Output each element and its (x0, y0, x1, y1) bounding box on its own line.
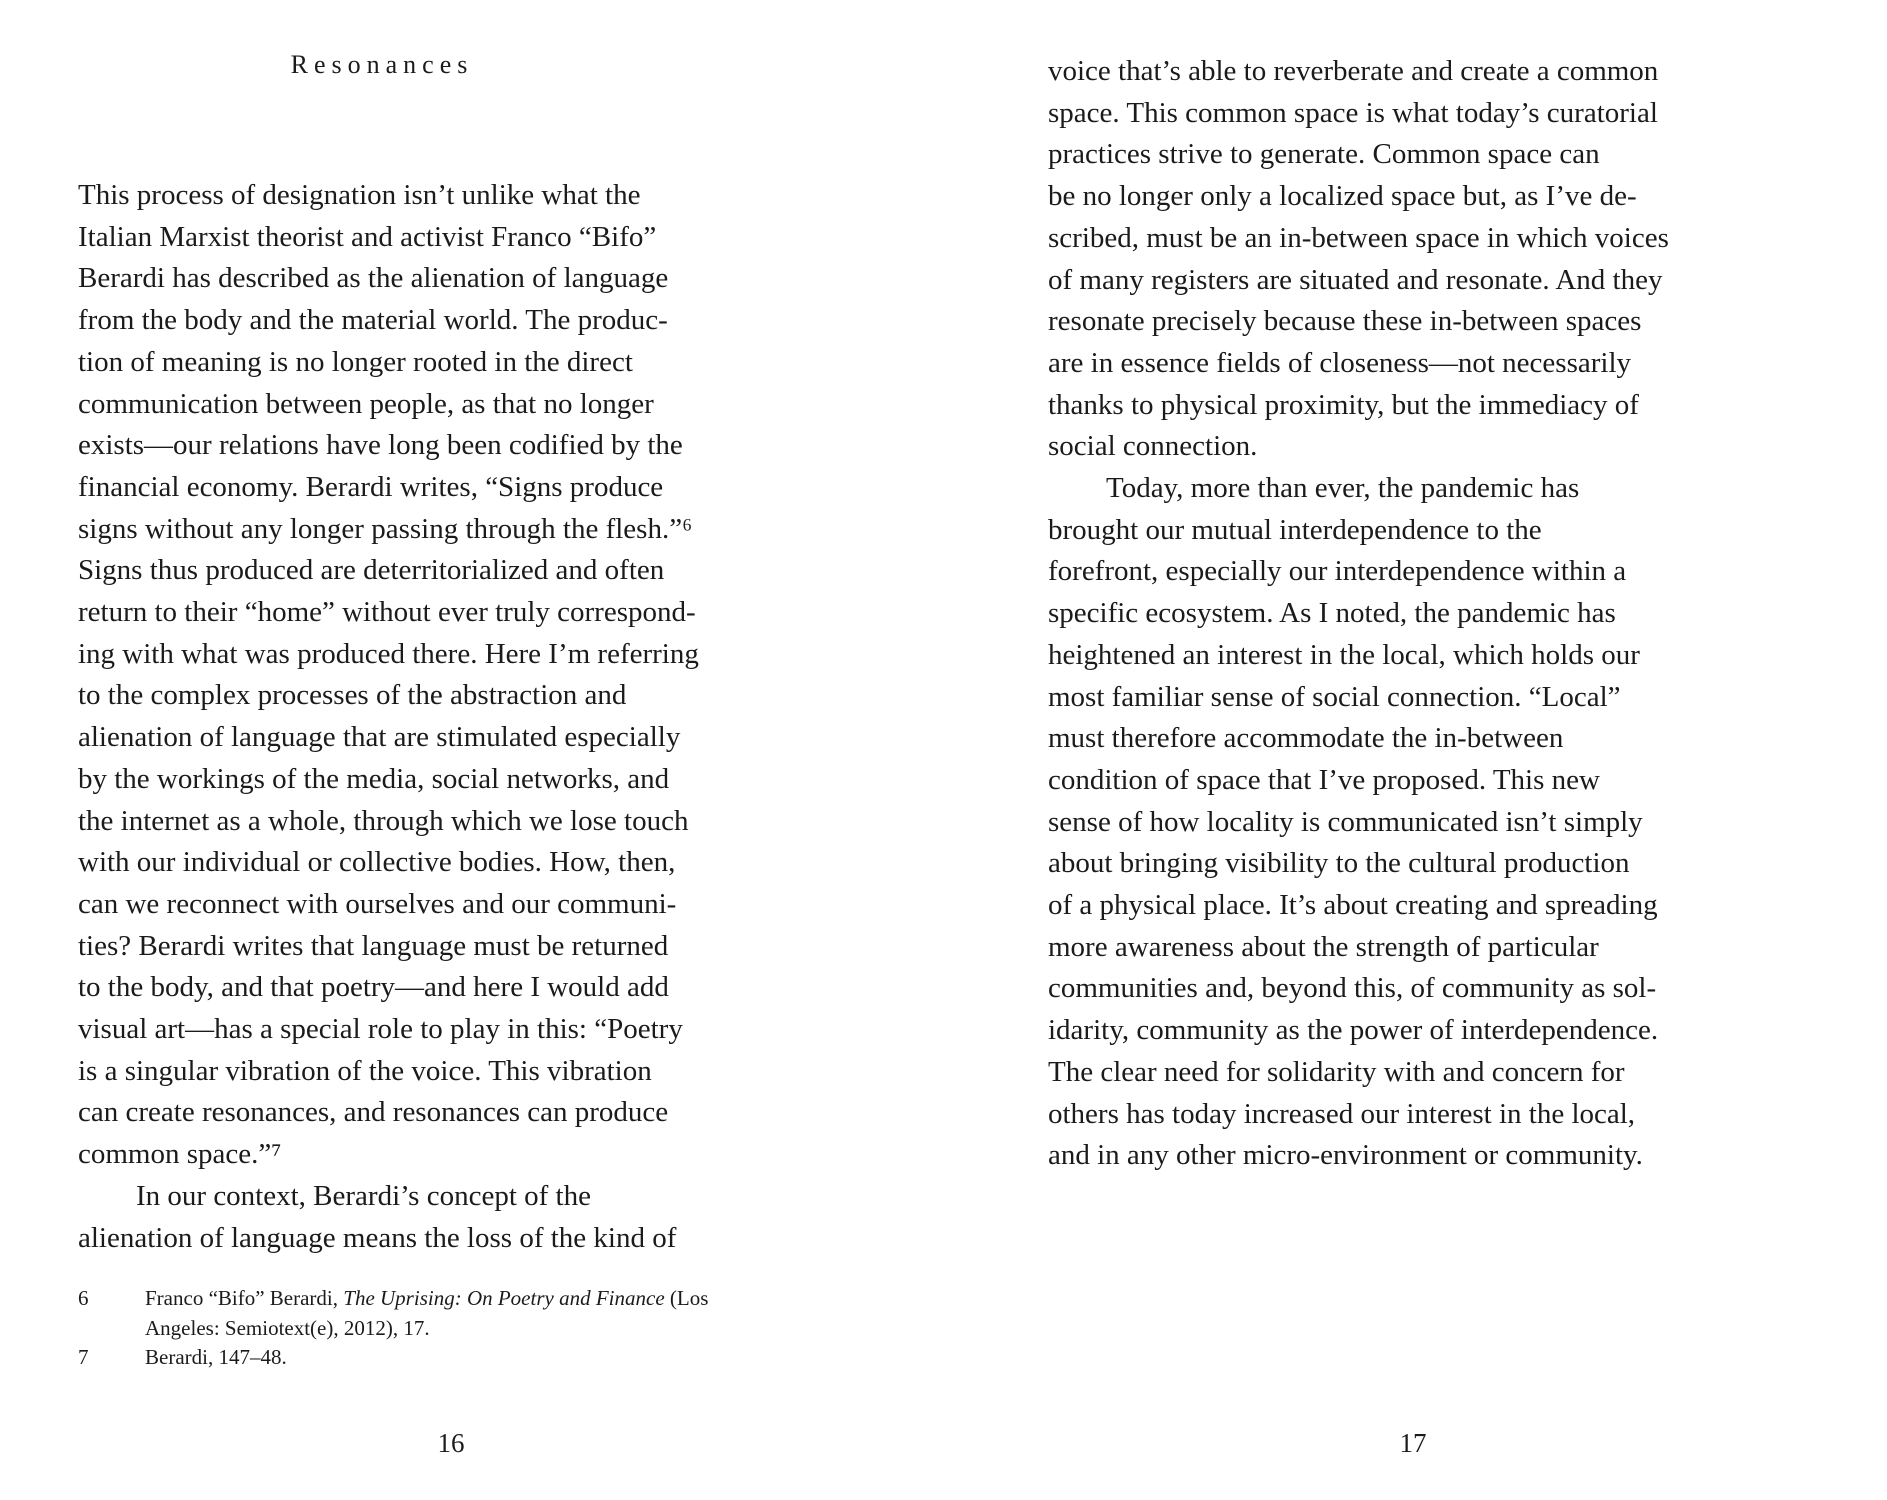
footnote-line (145, 1314, 818, 1344)
text-line: and in any other micro-environment or community. (1048, 1139, 1643, 1172)
text-line: return to their “home” without ever truly correspond- (78, 596, 696, 629)
body-text-left (78, 175, 853, 1259)
text-line: must therefore accommodate the in-between (1048, 722, 1564, 755)
regular-text: Franco “Bifo” Berardi, (145, 1286, 344, 1310)
text-line: common space.”⁷ (78, 1138, 282, 1171)
text-line: of many registers are situated and resonate. And they (1048, 263, 1663, 296)
text-line: of a physical place. It’s about creating and spreading (1048, 889, 1658, 922)
text-line: Italian Marxist theorist and activist Franco “Bifo” (78, 220, 657, 253)
text-line: more awareness about the strength of particular (1048, 930, 1599, 963)
text-line: forefront, especially our interdependence within a (1048, 555, 1627, 588)
text-line: tion of meaning is no longer rooted in the direct (78, 345, 633, 378)
text-line: The clear need for solidarity with and concern for (1048, 1055, 1625, 1088)
regular-text: (Los (664, 1286, 709, 1310)
text-line: are in essence fields of closeness—not necessarily (1048, 346, 1632, 379)
regular-text: Angeles: Semiotext(e), 2012), 17. (145, 1315, 430, 1340)
text-line: be no longer only a localized space but, as I’ve de- (1048, 180, 1637, 213)
text-line: Signs thus produced are deterritorialized and often (78, 554, 665, 587)
text-line: space. This common space is what today’s curatorial (1048, 96, 1658, 129)
text-line: sense of how locality is communicated isn’t simply (1048, 805, 1643, 838)
text-line: communities and, beyond this, of community as sol- (1048, 972, 1657, 1005)
text-line: can create resonances, and resonances can produce (78, 1096, 669, 1129)
text-line: alienation of language that are stimulated especially (78, 721, 681, 754)
text-line: Today, more than ever, the pandemic has (1048, 472, 1580, 505)
chapter-title: Resonances (290, 50, 474, 79)
text-line: is a singular vibration of the voice. This vibration (78, 1054, 652, 1087)
text-line: condition of space that I’ve proposed. This new (1048, 763, 1600, 796)
text-line: about bringing visibility to the cultural production (1048, 847, 1630, 880)
text-line: others has today increased our interest in the local, (1048, 1097, 1636, 1130)
footnote-7 (78, 1343, 818, 1373)
text-line: thanks to physical proximity, but the immediacy of (1048, 388, 1639, 421)
footnote-line (145, 1343, 818, 1373)
text-line: resonate precisely because these in-between spaces (1048, 305, 1642, 338)
text-line: the internet as a whole, through which we lose touch (78, 804, 689, 837)
text-line: brought our mutual interdependence to the (1048, 513, 1542, 546)
text-line: ing with what was produced there. Here I’m referring (78, 637, 699, 670)
text-line: by the workings of the media, social networks, and (78, 762, 670, 795)
italic-text: The Uprising: On Poetry and Finance (343, 1286, 665, 1310)
text-line: voice that’s able to reverberate and create a common (1048, 55, 1659, 87)
text-line: This process of designation isn’t unlike what the (78, 179, 641, 211)
text-line: visual art—has a special role to play in this: “Poetry (78, 1013, 683, 1046)
text-line: heightened an interest in the local, which holds our (1048, 638, 1640, 671)
text-line: specific ecosystem. As I noted, the pandemic has (1048, 597, 1616, 630)
footnote-line (145, 1284, 818, 1314)
text-line: financial economy. Berardi writes, “Signs produce (78, 470, 664, 503)
text-line: signs without any longer passing through the flesh.”⁶ (78, 512, 693, 545)
text-line: communication between people, as that no longer (78, 387, 654, 420)
text-line: scribed, must be an in-between space in which voices (1048, 221, 1669, 254)
body-text-right (1048, 51, 1833, 1177)
text-line: from the body and the material world. The produc- (78, 304, 668, 337)
text-line: Berardi has described as the alienation of language (78, 262, 669, 295)
text-line: In our context, Berardi’s concept of the (78, 1179, 591, 1212)
text-line: exists—our relations have long been codified by the (78, 429, 683, 462)
footnote-6 (78, 1284, 818, 1343)
text-line: can we reconnect with ourselves and our communi- (78, 887, 677, 920)
text-line: practices strive to generate. Common space can (1048, 138, 1600, 171)
text-line: social connection. (1048, 430, 1258, 463)
footnote-text (145, 1284, 818, 1343)
text-line: idarity, community as the power of interdependence. (1048, 1014, 1659, 1047)
text-line: alienation of language means the loss of the kind of (78, 1221, 677, 1254)
regular-text: Berardi, 147–48. (145, 1345, 287, 1369)
text-line: most familiar sense of social connection. “Local” (1048, 680, 1621, 713)
footnote-number: 7 (78, 1345, 89, 1369)
text-line: with our individual or collective bodies. How, then, (78, 846, 676, 879)
page-number-left: 16 (437, 1428, 465, 1458)
footnote-number: 6 (78, 1286, 89, 1310)
page-number-right: 17 (1399, 1428, 1427, 1458)
text-line: to the complex processes of the abstraction and (78, 679, 627, 712)
text-line: to the body, and that poetry—and here I would add (78, 971, 669, 1004)
footnote-text (145, 1343, 818, 1373)
text-line: ties? Berardi writes that language must be returned (78, 929, 669, 962)
footnotes (78, 1284, 818, 1373)
